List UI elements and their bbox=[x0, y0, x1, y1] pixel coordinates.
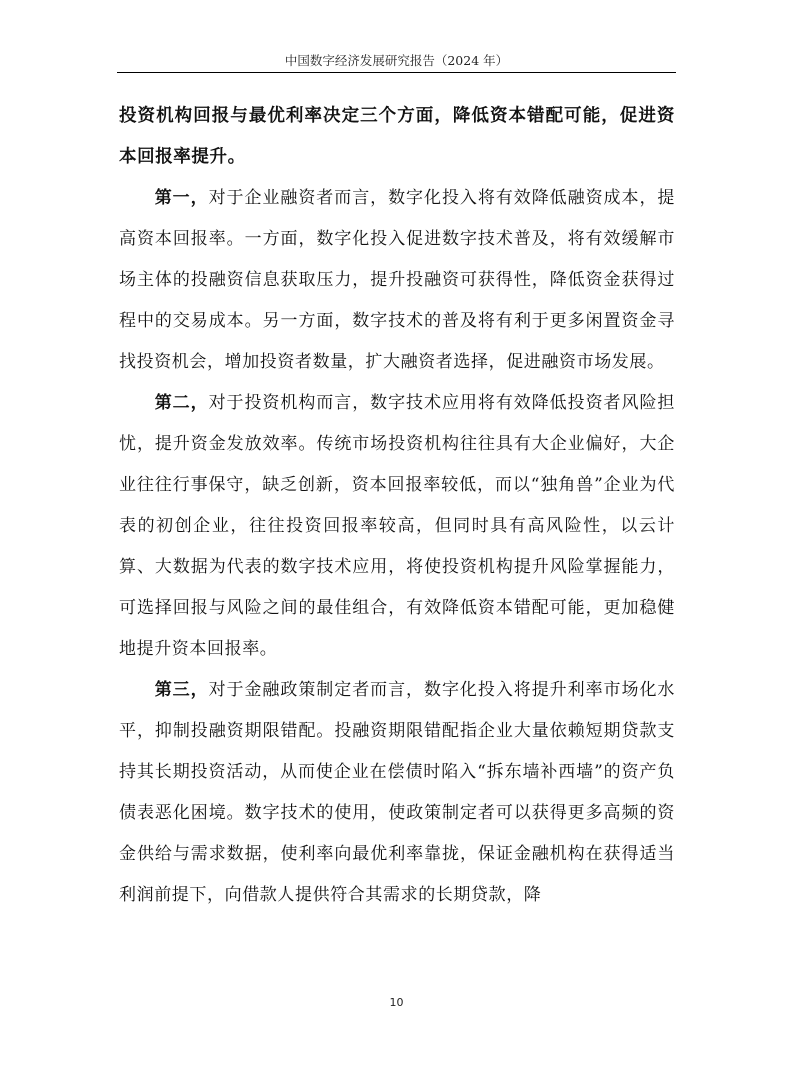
intro-paragraph: 投资机构回报与最优利率决定三个方面，降低资本错配可能，促进资本回报率提升。 bbox=[119, 106, 675, 167]
paragraph-text: 对于金融政策制定者而言，数字化投入将提升利率市场化水平，抑制投融资期限错配。投融资期限错配指企业大量依赖短期贷款支持其长期投资活动，从而使企业在偿债时陷入“拆东墙补西墙”的资产负债表恶化困境。数字技术的使用，使政策制定者可以获得更多高频的资金供给与需求数据，使利率向最优利率靠拢，保证金融机构在获得适当利润前提下，向借款人提供符合其需求的长期贷款，降 bbox=[119, 680, 675, 905]
paragraph-first bbox=[119, 178, 675, 383]
running-header: 中国数字经济发展研究报告（2024 年） bbox=[284, 53, 509, 68]
paragraph-lead: 第一， bbox=[154, 188, 209, 208]
document-body bbox=[119, 96, 675, 916]
page-number: 10 bbox=[389, 996, 404, 1009]
header-divider bbox=[117, 72, 676, 73]
paragraph-lead: 第三， bbox=[154, 680, 209, 700]
paragraph-lead: 第二， bbox=[154, 393, 209, 413]
paragraph-third bbox=[119, 670, 675, 916]
paragraph-text: 对于投资机构而言，数字技术应用将有效降低投资者风险担忧，提升资金发放效率。传统市场投资机构往往具有大企业偏好，大企业往往行事保守，缺乏创新，资本回报率较低，而以“独角兽”企业为代表的初创企业，往往投资回报率较高，但同时具有高风险性，以云计算、大数据为代表的数字技术应用，将使投资机构提升风险掌握能力，可选择回报与风险之间的最佳组合，有效降低资本错配可能，更加稳健地提升资本回报率。 bbox=[119, 393, 675, 659]
paragraph-second bbox=[119, 383, 675, 670]
paragraph-text: 对于企业融资者而言，数字化投入将有效降低融资成本，提高资本回报率。一方面，数字化投入促进数字技术普及，将有效缓解市场主体的投融资信息获取压力，提升投融资可获得性，降低资金获得过程中的交易成本。另一方面，数字技术的普及将有利于更多闲置资金寻找投资机会，增加投资者数量，扩大融资者选择，促进融资市场发展。 bbox=[119, 188, 675, 372]
